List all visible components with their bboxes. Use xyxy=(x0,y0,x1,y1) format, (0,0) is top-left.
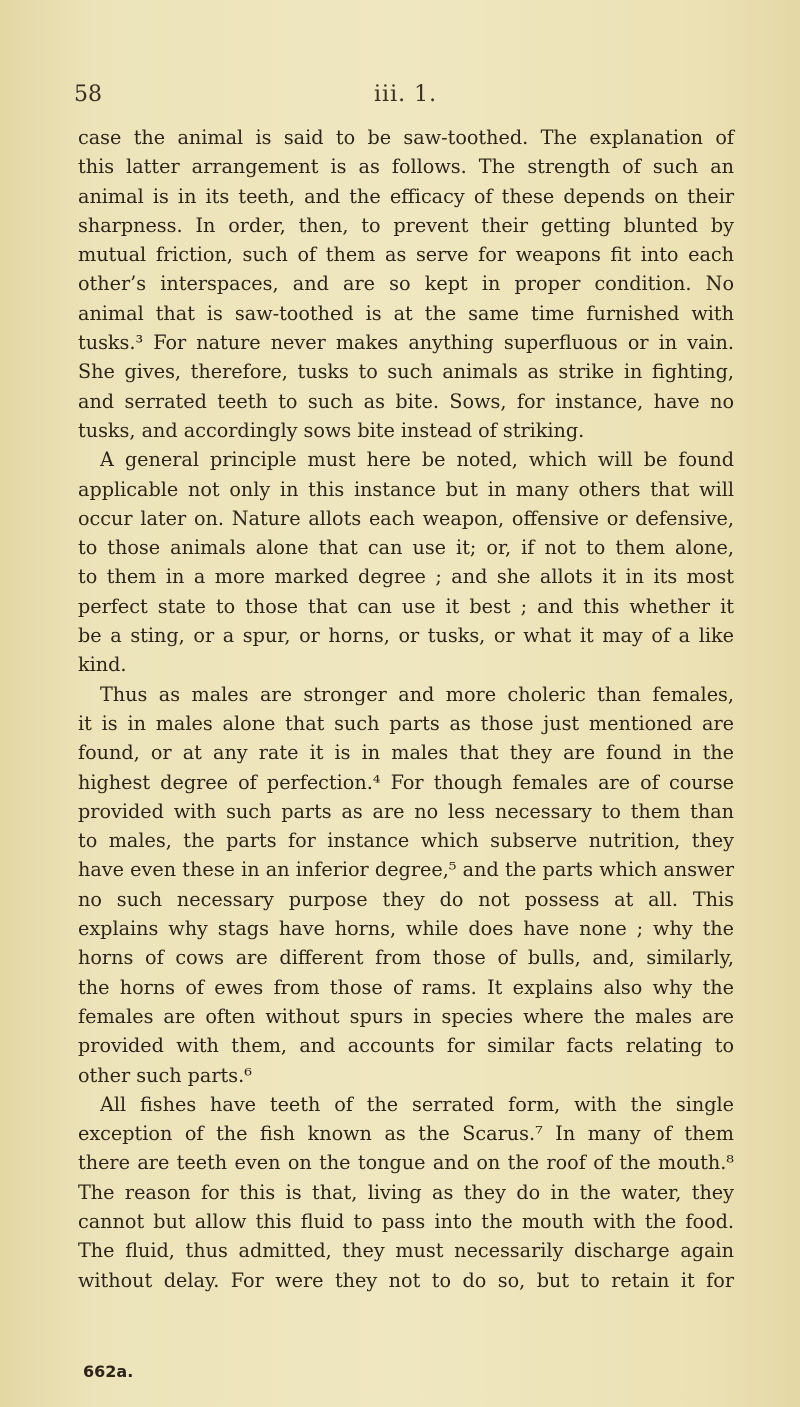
text-line: be a sting, or a spur, or horns, or tusks, or what it may of a like xyxy=(78,624,734,648)
body-text xyxy=(78,123,734,1295)
text-line: this latter arrangement is as follows. The strength of such an xyxy=(78,155,734,179)
text-line: highest degree of perfection.⁴ For though females are of course xyxy=(78,770,734,794)
text-line: Thus as males are stronger and more choleric than females, xyxy=(100,682,734,706)
text-line: case the animal is said to be saw-toothed. The explanation of xyxy=(78,126,734,149)
text-line: to them in a more marked degree ; and she allots it in its most xyxy=(78,565,734,589)
text-line: females are often without spurs in species where the males are xyxy=(78,1004,734,1028)
text-line: and serrated teeth to such as bite. Sows, for instance, have no xyxy=(78,389,734,413)
page-number: 58 xyxy=(74,82,102,107)
text-line: to those animals alone that can use it; or, if not to them alone, xyxy=(78,536,734,560)
text-line: horns of cows are different from those of bulls, and, similarly, xyxy=(78,946,734,970)
text-line: occur later on. Nature allots each weapon, offensive or defensive, xyxy=(78,506,734,530)
text-line: perfect state to those that can use it best ; and this whether it xyxy=(78,594,734,618)
text-line: animal that is saw-toothed is at the same time furnished with xyxy=(78,301,734,325)
text-line: tusks, and accordingly sows bite instead of striking. xyxy=(78,418,585,442)
page-header xyxy=(74,82,740,112)
text-line: explains why stags have horns, while does have none ; why the xyxy=(78,917,734,941)
text-line: provided with them, and accounts for similar facts relating to xyxy=(78,1034,734,1058)
text-line: She gives, therefore, tusks to such animals as strike in fighting, xyxy=(78,360,734,384)
text-line: exception of the fish known as the Scarus.⁷ In many of them xyxy=(78,1122,734,1146)
text-line: provided with such parts as are no less necessary to them than xyxy=(78,799,734,823)
text-line: the horns of ewes from those of rams. It explains also why the xyxy=(78,975,734,999)
text-line: there are teeth even on the tongue and on the roof of the mouth.⁸ xyxy=(78,1151,734,1175)
text-line: have even these in an inferior degree,⁵ and the parts which answer xyxy=(78,858,734,882)
text-line: applicable not only in this instance but in many others that will xyxy=(78,477,734,501)
text-line: animal is in its teeth, and the efficacy of these depends on their xyxy=(78,184,734,208)
text-line: sharpness. In order, then, to prevent their getting blunted by xyxy=(78,213,734,237)
text-line: The fluid, thus admitted, they must necessarily discharge again xyxy=(78,1239,734,1263)
text-line: The reason for this is that, living as they do in the water, they xyxy=(78,1180,734,1204)
text-line: it is in males alone that such parts as those just mentioned are xyxy=(78,711,734,735)
running-head: iii. 1. xyxy=(374,82,438,107)
signature-mark: 662a. xyxy=(83,1362,134,1381)
text-line: found, or at any rate it is in males that they are found in the xyxy=(78,741,734,765)
text-line: kind. xyxy=(78,653,127,677)
text-line: to males, the parts for instance which subserve nutrition, they xyxy=(78,829,734,853)
text-line: no such necessary purpose they do not possess at all. This xyxy=(78,887,734,911)
text-line: other such parts.⁶ xyxy=(78,1063,252,1087)
text-line: tusks.³ For nature never makes anything superfluous or in vain. xyxy=(78,331,734,355)
text-line: All fishes have teeth of the serrated form, with the single xyxy=(100,1092,734,1116)
text-line: cannot but allow this fluid to pass into the mouth with the food. xyxy=(78,1209,734,1233)
text-line: without delay. For were they not to do so, but to retain it for xyxy=(78,1268,734,1292)
text-line: other’s interspaces, and are so kept in proper condition. No xyxy=(78,272,734,296)
text-line: A general principle must here be noted, which will be found xyxy=(100,448,734,472)
text-line: mutual friction, such of them as serve for weapons fit into each xyxy=(78,243,734,267)
